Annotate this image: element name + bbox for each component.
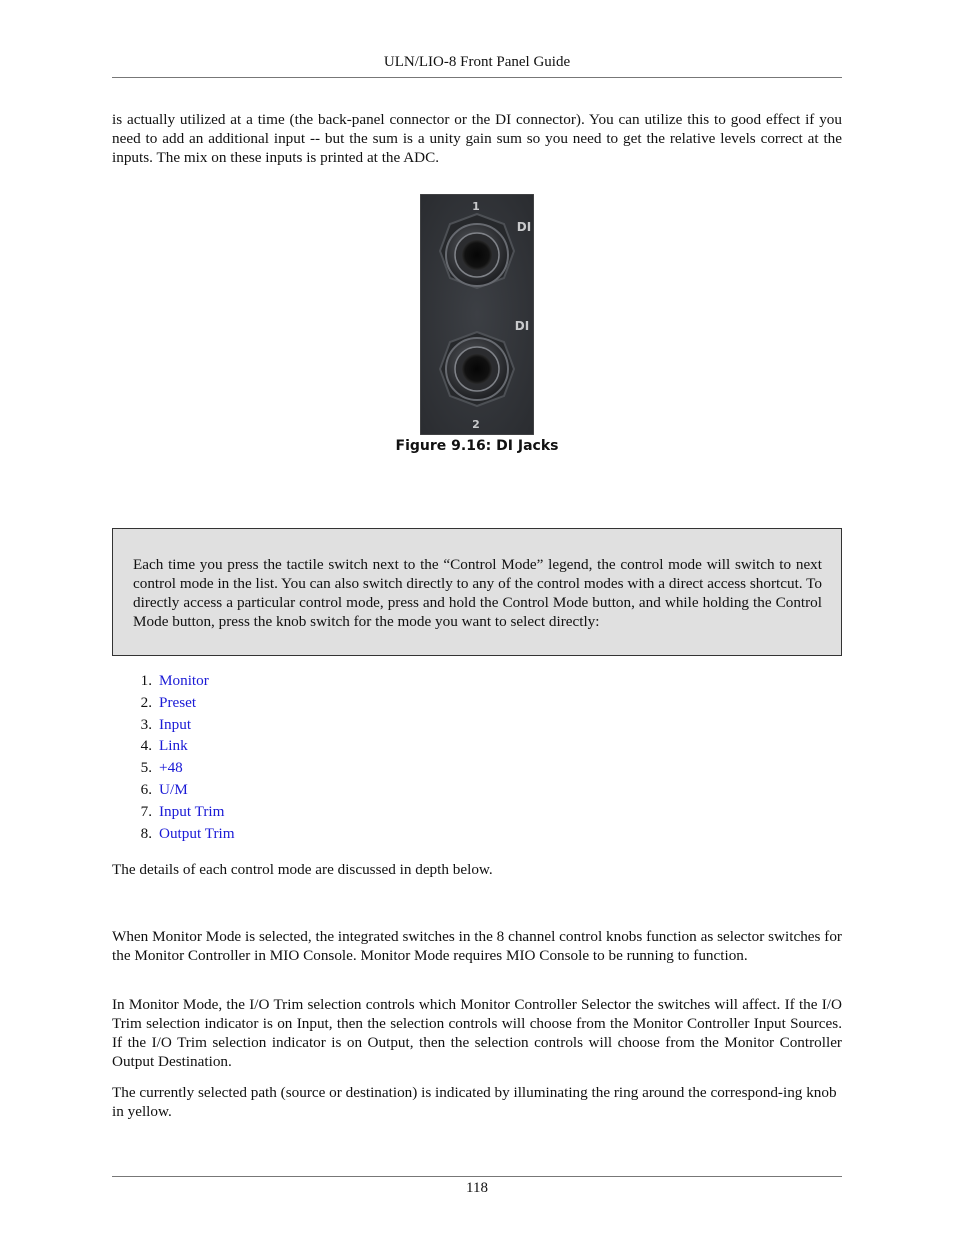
note-text: Each time you press the tactile switch next to the “Control Mode” legend, the control mode will switch to next control mode in the list. You can also switch directly to any of the control modes with a direct access shortcut. To directly access a particular control mode, press and hold the Control Mode button, and while holding the Control Mode button, press the knob switch for the mode you want to select directly: [133,556,822,630]
link-monitor[interactable]: Monitor [159,672,209,689]
jack-2-icon [440,332,514,406]
monitor-mode-paragraph-1: When Monitor Mode is selected, the integrated switches in the 8 channel control knobs function as selector switches for the Monitor Controller in MIO Console. Monitor Mode requires MIO Console to be running to function. [112,928,842,964]
link-preset[interactable]: Preset [159,693,197,711]
jack-2-di-label: DI [514,319,530,333]
link-input-trim[interactable]: Input Trim [159,802,225,820]
link-input[interactable]: Input [159,715,192,733]
list-item: 8. Output Trim [112,823,512,845]
control-mode-list [112,670,512,844]
link-link[interactable]: Link [159,737,188,755]
list-item: 1. Monitor [112,670,512,692]
running-header: ULN/LIO-8 Front Panel Guide [383,54,571,70]
header-rule [112,77,842,78]
jack-1-number: 1 [472,200,480,213]
intro-paragraph: is actually utilized at a time (the back-panel connector or the DI connector). You can utilize this to good effect if you need to add an additional input -- but the sum is a unity gain sum so you need to get the relative levels correct at the inputs. The mix on these inputs is printed at the ADC. [112,111,842,166]
di-jacks-figure [420,194,534,435]
jack-1-di-label: DI [516,220,532,234]
list-item: 3. Input [112,714,512,736]
footer-rule [112,1176,842,1177]
list-item: 5. +48 [112,757,512,779]
monitor-mode-paragraph-2: In Monitor Mode, the I/O Trim selection controls which Monitor Controller Selector the switches will affect. If the I/O Trim selection indicator is on Input, then the selection controls will choose from the Monitor Controller Input Sources. If the I/O Trim selection indicator is on Output, then the selection controls will choose from the Monitor Controller Output Destination. [112,996,842,1070]
details-paragraph: The details of each control mode are discussed in depth below. [112,861,493,878]
note-box [112,528,842,656]
page-number: 118 [466,1180,488,1196]
link-u-m[interactable]: U/M [159,780,188,798]
jack-2-number: 2 [472,418,480,431]
list-item: 2. Preset [112,692,512,714]
list-item: 6. U/M [112,779,512,801]
list-item: 4. Link [112,735,512,757]
jack-1-icon [440,214,514,288]
list-item: 7. Input Trim [112,801,512,823]
monitor-mode-paragraph-3: The currently selected path (source or destination) is indicated by illuminating the ring around the correspond-ing knob in yellow. [112,1084,837,1120]
figure-caption: Figure 9.16: DI Jacks [395,438,559,454]
link-output-trim[interactable]: Output Trim [159,824,235,842]
link-phantom-48[interactable]: +48 [159,759,183,777]
